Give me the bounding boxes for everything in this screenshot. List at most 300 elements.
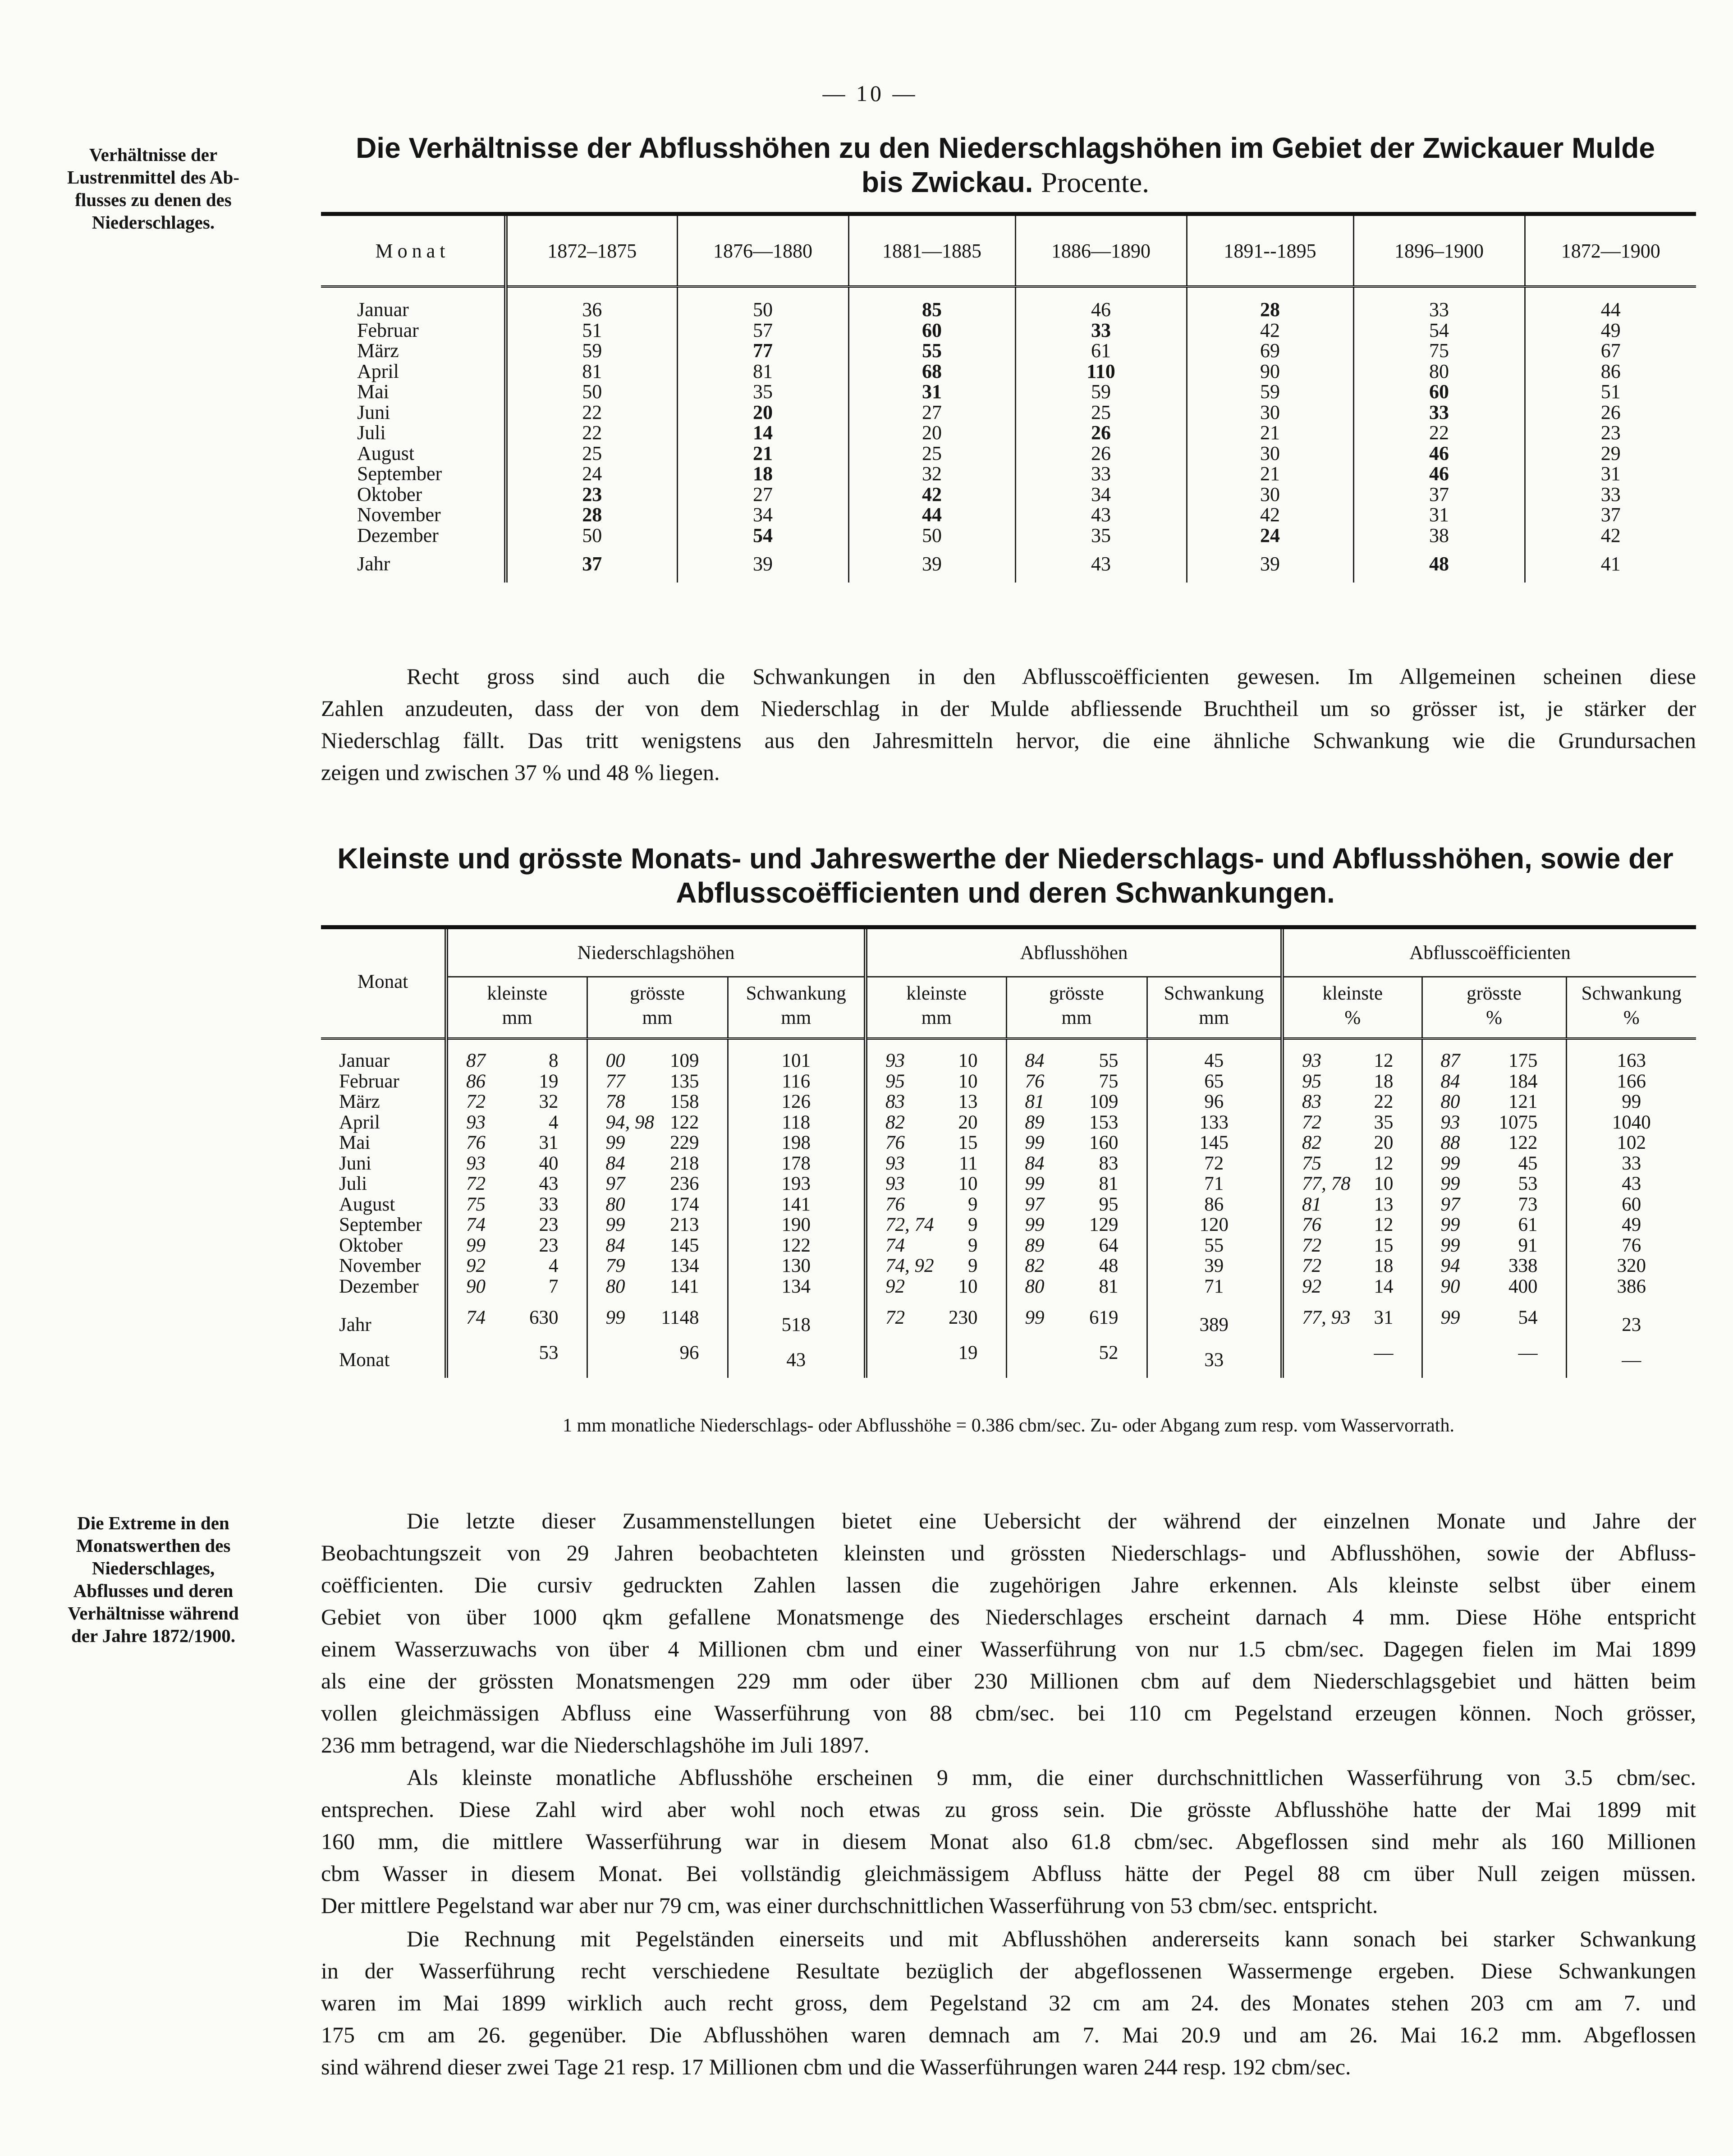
year-annotation: 99 [605, 1132, 625, 1153]
value-cell: 51 [506, 320, 677, 341]
month-header: Monat [321, 214, 506, 287]
table-row [321, 1174, 1696, 1194]
value-cell: 134 [728, 1276, 866, 1297]
value-cell [446, 1276, 587, 1297]
year-annotation: 77, 93 [1302, 1307, 1351, 1328]
year-annotation: 83 [885, 1091, 905, 1112]
value-cell: 67 [1600, 339, 1621, 362]
value-cell: 59 [1015, 381, 1187, 402]
year-annotation: 89 [1025, 1234, 1045, 1256]
month-cell: Juni [321, 1153, 446, 1174]
value: 175 [1508, 1050, 1538, 1071]
year-annotation: 99 [1025, 1307, 1045, 1328]
text-line: Niederschlag fällt. Das tritt wenigstens aus den Jahresmitteln hervor, die eine ähnliche Schwankung wie die Grundursachen [321, 728, 1696, 753]
year-annotation: 82 [1302, 1132, 1321, 1153]
value: 14 [1374, 1275, 1394, 1297]
value: 11 [959, 1152, 978, 1174]
value-cell [1006, 1153, 1147, 1174]
value-cell: 43 [728, 1343, 866, 1378]
value-cell: 51 [1600, 381, 1621, 403]
month-cell: März [321, 340, 506, 361]
value: 218 [670, 1152, 699, 1174]
table-row [321, 443, 1696, 464]
value: 619 [1089, 1307, 1119, 1328]
value: 12 [1374, 1050, 1394, 1071]
value: 73 [1518, 1193, 1538, 1215]
value: 13 [1374, 1193, 1394, 1215]
value: 129 [1089, 1214, 1119, 1235]
value-cell: 389 [1147, 1307, 1282, 1343]
value-cell: 65 [1147, 1071, 1282, 1092]
year-annotation: 77, 78 [1302, 1173, 1351, 1194]
value-cell [587, 1343, 728, 1378]
value-cell: 190 [728, 1215, 866, 1235]
value-cell: 60 [848, 320, 1015, 341]
value-cell [866, 1050, 1006, 1071]
value: 75 [1099, 1070, 1119, 1092]
table2-title-line2: Abflusscoëfficienten und deren Schwankungen. [676, 876, 1335, 909]
value: 10 [1374, 1173, 1394, 1194]
value: 33 [539, 1193, 559, 1215]
value-cell [1282, 1276, 1422, 1297]
value: 19 [539, 1070, 559, 1092]
value-cell [866, 1307, 1006, 1343]
value-cell [1006, 1256, 1147, 1276]
col-header: 1881—1885 [848, 214, 1015, 287]
value: 630 [529, 1307, 559, 1328]
value-cell [1422, 1235, 1566, 1256]
value-cell [1006, 1112, 1147, 1133]
margin-note-line: Verhältnisse während [68, 1603, 239, 1624]
subcol-header [866, 977, 1006, 1034]
year-annotation: 93 [1440, 1111, 1460, 1133]
subcol-label: grösste [1049, 982, 1104, 1004]
group-header-niederschlag: Niederschlagshöhen [446, 927, 866, 977]
value-cell [866, 1215, 1006, 1235]
value: 9 [968, 1193, 978, 1215]
year-annotation: 81 [1302, 1193, 1321, 1215]
table-row [321, 1307, 1696, 1343]
month-cell: März [321, 1092, 446, 1112]
paragraph-1 [321, 661, 1696, 789]
year-annotation: 87 [1440, 1050, 1460, 1071]
value-cell [1006, 1050, 1147, 1071]
value-cell: 49 [1622, 1214, 1641, 1235]
year-annotation: 76 [885, 1193, 905, 1215]
table-row [321, 525, 1696, 546]
value-cell [1282, 1153, 1422, 1174]
year-annotation: 90 [466, 1275, 486, 1297]
text-line: einem Wasserzuwachs von über 4 Millionen cbm und einer Wasserführung von nur 1.5 cbm/sec. Dagegen fielen im Mai 1899 [321, 1636, 1696, 1661]
text-line: 236 mm betragend, war die Niederschlagshöhe im Juli 1897. [321, 1732, 870, 1757]
value-cell: 101 [728, 1050, 866, 1071]
value-cell: 27 [677, 484, 848, 505]
year-annotation: 84 [1025, 1152, 1045, 1174]
text-line: Die Rechnung mit Pegelständen einerseits und mit Abflusshöhen andererseits kann sonach bei starker Schwankung [407, 1926, 1696, 1951]
value: 53 [1518, 1173, 1538, 1194]
value-cell: 28 [506, 505, 677, 525]
table1-title-line1: Die Verhältnisse der Abflusshöhen zu den Niederschlagshöhen im Gebiet der Zwickauer Mulde [356, 132, 1655, 164]
value: 45 [1518, 1152, 1538, 1174]
value-cell: 33 [1147, 1343, 1282, 1378]
value-cell: 35 [1015, 525, 1187, 546]
year-annotation: 99 [1025, 1132, 1045, 1153]
value-cell [1422, 1256, 1566, 1276]
value: 54 [1518, 1307, 1538, 1328]
value-cell: 20 [677, 402, 848, 423]
value-cell: 44 [848, 505, 1015, 525]
table-row [321, 1194, 1696, 1215]
value: 109 [1089, 1091, 1119, 1112]
value-cell: 22 [1353, 422, 1525, 443]
value-cell: 37 [1600, 504, 1621, 526]
margin-note-line: Niederschlages, [92, 1558, 215, 1578]
paragraph-3 [321, 1761, 1696, 1922]
value-cell [1282, 1112, 1422, 1133]
subcol-header [1147, 977, 1282, 1034]
value: 40 [539, 1152, 559, 1174]
value-cell [866, 1194, 1006, 1215]
value: 81 [1099, 1173, 1119, 1194]
value-cell: — [1622, 1349, 1641, 1371]
month-cell: Juli [321, 1174, 446, 1194]
value-cell: 45 [1147, 1050, 1282, 1071]
value-cell [587, 1307, 728, 1343]
value-cell [446, 1256, 587, 1276]
value-cell: 166 [1617, 1070, 1646, 1092]
value-cell: 34 [1015, 484, 1187, 505]
month-cell: Januar [321, 299, 506, 320]
subcol-label: Schwankung [746, 982, 846, 1004]
value-cell [866, 1256, 1006, 1276]
subcol-header [728, 977, 866, 1034]
value-cell: 71 [1147, 1276, 1282, 1297]
year-annotation: 97 [1025, 1193, 1045, 1215]
subcol-header [1006, 977, 1147, 1034]
year-annotation: 72 [466, 1091, 486, 1112]
value: 52 [1099, 1342, 1119, 1363]
value-cell: 116 [728, 1071, 866, 1092]
value-cell [587, 1235, 728, 1256]
year-annotation: 72 [466, 1173, 486, 1194]
value-cell: 75 [1353, 340, 1525, 361]
value: 20 [958, 1111, 978, 1133]
year-annotation: 84 [1440, 1070, 1460, 1092]
year-annotation: 94 [1440, 1255, 1460, 1276]
value-cell: 24 [1187, 525, 1353, 546]
value: 81 [1099, 1275, 1119, 1297]
value-cell [1006, 1071, 1147, 1092]
subcol-header [1282, 977, 1422, 1034]
value: 19 [958, 1342, 978, 1363]
value: 109 [670, 1050, 699, 1071]
value-cell [1282, 1174, 1422, 1194]
ratio-table-header [321, 214, 1696, 287]
value-cell: 33 [1353, 402, 1525, 423]
value-cell [1422, 1092, 1566, 1112]
value-cell: 39 [1147, 1256, 1282, 1276]
year-annotation: 95 [1302, 1070, 1321, 1092]
value-cell [587, 1194, 728, 1215]
value-cell: 178 [728, 1153, 866, 1174]
value-cell: 22 [506, 422, 677, 443]
value-cell [866, 1071, 1006, 1092]
month-cell: November [321, 1256, 446, 1276]
subcol-unit: mm [1199, 1007, 1229, 1028]
table-row [321, 381, 1696, 402]
value: 12 [1374, 1152, 1394, 1174]
value-cell: 85 [848, 299, 1015, 320]
value: — [1374, 1342, 1394, 1363]
year-annotation: 99 [1440, 1234, 1460, 1256]
value: 160 [1089, 1132, 1119, 1153]
subcol-unit: mm [1061, 1007, 1092, 1028]
value: 10 [958, 1070, 978, 1092]
month-cell: Februar [321, 320, 506, 341]
value-cell: 50 [848, 525, 1015, 546]
month-cell: Juni [321, 402, 506, 423]
table-row [321, 402, 1696, 423]
value-cell: 61 [1015, 340, 1187, 361]
value-cell: 42 [1187, 505, 1353, 525]
value-cell [587, 1153, 728, 1174]
year-annotation: 78 [605, 1091, 625, 1112]
value-cell: 54 [1353, 320, 1525, 341]
year-annotation: 76 [466, 1132, 486, 1153]
table1-title [316, 131, 1695, 200]
value-cell: 26 [1015, 443, 1187, 464]
value-cell: 33 [1622, 1152, 1641, 1174]
value-cell: 90 [1187, 361, 1353, 382]
margin-note-lustren [41, 143, 266, 234]
value-cell: 48 [1353, 546, 1525, 583]
value-cell [1282, 1235, 1422, 1256]
year-annotation: 72, 74 [885, 1214, 934, 1235]
value-cell: 39 [677, 546, 848, 583]
extremes-header-groups [321, 927, 1696, 977]
value-cell: 23 [1622, 1314, 1641, 1336]
year-annotation: 94, 98 [605, 1111, 654, 1133]
value-cell: 27 [848, 402, 1015, 423]
text-line: Die letzte dieser Zusammenstellungen bietet eine Uebersicht der während der einzelnen Monate und Jahre der [407, 1508, 1696, 1533]
value: 400 [1508, 1275, 1538, 1297]
value-cell: 41 [1600, 553, 1621, 575]
value-cell: 35 [677, 381, 848, 402]
value-cell: 59 [506, 340, 677, 361]
text-line: vollen gleichmässigen Abfluss eine Wasserführung von 88 cbm/sec. bei 110 cm Pegelstand erzeugen können. Noch grösser, [321, 1700, 1696, 1725]
value-cell [1006, 1133, 1147, 1153]
value: 213 [670, 1214, 699, 1235]
value-cell [1282, 1194, 1422, 1215]
text-line: Beobachtungszeit von 29 Jahren beobachteten kleinsten und grössten Niederschlags- und Abflusshöhen, sowie der Abfluss- [321, 1540, 1696, 1565]
value: 10 [958, 1173, 978, 1194]
text-line: Gebiet von über 1000 qkm gefallene Monatsmenge des Niederschlages erscheint darnach 4 mm. Diese Höhe entspricht [321, 1604, 1696, 1629]
value: 83 [1099, 1152, 1119, 1174]
value-cell [866, 1235, 1006, 1256]
value-cell: 60 [1353, 381, 1525, 402]
value-cell: 59 [1187, 381, 1353, 402]
value-cell: 145 [1147, 1133, 1282, 1153]
year-annotation: 74, 92 [885, 1255, 934, 1276]
value: 64 [1099, 1234, 1119, 1256]
value-cell: 43 [1015, 546, 1187, 583]
col-header: 1896–1900 [1353, 214, 1525, 287]
value-cell [1006, 1215, 1147, 1235]
value: 10 [958, 1275, 978, 1297]
paragraph-2 [321, 1505, 1696, 1761]
month-cell: September [321, 463, 506, 484]
value: 122 [670, 1111, 699, 1133]
year-annotation: 93 [885, 1152, 905, 1174]
year-annotation: 77 [605, 1070, 625, 1092]
value-cell: 163 [1617, 1050, 1646, 1071]
value-cell [446, 1153, 587, 1174]
value-cell [1282, 1092, 1422, 1112]
value-cell [587, 1215, 728, 1235]
value-cell: 30 [1187, 484, 1353, 505]
value-cell: 42 [1187, 320, 1353, 341]
year-annotation: 93 [1302, 1050, 1321, 1071]
value-cell: 141 [728, 1194, 866, 1215]
year-annotation: 92 [1302, 1275, 1321, 1297]
text-line: Als kleinste monatliche Abflusshöhe erscheinen 9 mm, die einer durchschnittlichen Wasserführung von 3.5 cbm/sec. [407, 1765, 1696, 1790]
value-cell [1282, 1215, 1422, 1235]
value-cell: 25 [1015, 402, 1187, 423]
value: 23 [539, 1234, 559, 1256]
value-cell: 37 [1353, 484, 1525, 505]
value: 32 [539, 1091, 559, 1112]
value-cell [587, 1112, 728, 1133]
value-cell: 32 [848, 463, 1015, 484]
month-cell: November [321, 505, 506, 525]
value-cell: 18 [677, 463, 848, 484]
value-cell [1282, 1343, 1422, 1378]
value: 53 [539, 1342, 559, 1363]
value-cell: 57 [677, 320, 848, 341]
year-annotation: 97 [605, 1173, 625, 1194]
year-annotation: 93 [466, 1152, 486, 1174]
value-cell: 130 [728, 1256, 866, 1276]
value-cell [587, 1092, 728, 1112]
value: 229 [670, 1132, 699, 1153]
value-cell: 38 [1353, 525, 1525, 546]
value-cell: 55 [1147, 1235, 1282, 1256]
value-cell [1282, 1256, 1422, 1276]
year-annotation: 95 [885, 1070, 905, 1092]
table2-footnote: 1 mm monatliche Niederschlags- oder Abflusshöhe = 0.386 cbm/sec. Zu- oder Abgang zum resp. vom Wasservorrath. [563, 1415, 1454, 1436]
year-annotation: 75 [466, 1193, 486, 1215]
value-cell: 43 [1622, 1173, 1641, 1194]
value: 15 [958, 1132, 978, 1153]
margin-note-line: der Jahre 1872/1900. [71, 1625, 236, 1646]
value-cell [446, 1215, 587, 1235]
table-row [321, 1343, 1696, 1378]
year-annotation: 99 [1440, 1307, 1460, 1328]
value: 134 [670, 1255, 699, 1276]
spacer [321, 1297, 1696, 1307]
table2-title [316, 841, 1695, 910]
value-cell [1422, 1343, 1566, 1378]
value-cell: 23 [506, 484, 677, 505]
year-annotation: 87 [466, 1050, 486, 1071]
subcol-label: grösste [1467, 982, 1522, 1004]
year-annotation: 84 [1025, 1050, 1045, 1071]
subcol-label: kleinste [906, 982, 967, 1004]
year-annotation: 99 [1440, 1214, 1460, 1235]
table-row [321, 1112, 1696, 1133]
value-cell [446, 1050, 587, 1071]
value-cell: 193 [728, 1174, 866, 1194]
month-cell: August [321, 1194, 446, 1215]
value-cell: 37 [506, 546, 677, 583]
text-line: Recht gross sind auch die Schwankungen in den Abflusscoëfficienten gewesen. Im Allgemeinen scheinen diese [407, 664, 1696, 689]
value-cell: 102 [1617, 1132, 1646, 1153]
table-row [321, 546, 1696, 583]
col-header: 1886—1890 [1015, 214, 1187, 287]
value-cell [1282, 1050, 1422, 1071]
spacer [321, 287, 1696, 300]
table1-title-unit: Procente. [1041, 166, 1150, 198]
text-line: Der mittlere Pegelstand war aber nur 79 cm, was einer durchschnittlichen Wasserführung von 53 cbm/sec. entspricht. [321, 1893, 1378, 1918]
year-annotation: 75 [1302, 1152, 1321, 1174]
value-cell: 55 [848, 340, 1015, 361]
col-header: 1876—1880 [677, 214, 848, 287]
subcol-unit: mm [921, 1007, 952, 1028]
value: 141 [670, 1275, 699, 1297]
table-row [321, 1215, 1696, 1235]
value: 9 [968, 1255, 978, 1276]
year-annotation: 76 [1302, 1214, 1321, 1235]
value-cell: 43 [1015, 505, 1187, 525]
year-annotation: 93 [466, 1111, 486, 1133]
value-cell: 69 [1187, 340, 1353, 361]
value-cell: 24 [506, 463, 677, 484]
value-cell: 36 [506, 299, 677, 320]
text-line: entsprechen. Diese Zahl wird aber wohl noch etwas zu gross sein. Die grösste Abflusshöhe hatte der Mai 1899 mit [321, 1797, 1696, 1822]
value-cell [587, 1071, 728, 1092]
value-cell: 320 [1617, 1255, 1646, 1276]
value: 48 [1099, 1255, 1119, 1276]
extremes-header-subcols [321, 977, 1696, 1034]
value-cell [1282, 1071, 1422, 1092]
margin-note-line: Verhältnisse der [89, 144, 218, 165]
value-cell: 60 [1622, 1193, 1641, 1215]
year-annotation: 80 [605, 1275, 625, 1297]
value-cell: 42 [1600, 524, 1621, 546]
value-cell [446, 1194, 587, 1215]
subcol-unit: mm [642, 1007, 673, 1028]
year-annotation: 92 [885, 1275, 905, 1297]
year-annotation: 76 [1025, 1070, 1045, 1092]
value-cell [866, 1276, 1006, 1297]
value: 121 [1508, 1091, 1538, 1112]
value-cell [1006, 1174, 1147, 1194]
value-cell [1282, 1307, 1422, 1343]
value-cell [1006, 1235, 1147, 1256]
margin-note-line: Die Extreme in den [77, 1513, 229, 1533]
value: 174 [670, 1193, 699, 1215]
value-cell: 26 [1015, 422, 1187, 443]
value-cell: 33 [1600, 483, 1621, 505]
year-annotation: 89 [1025, 1111, 1045, 1133]
value-cell [1422, 1307, 1566, 1343]
value-cell: 99 [1622, 1091, 1641, 1112]
header-separator [321, 1034, 1696, 1039]
value-cell: 50 [506, 525, 677, 546]
value: 12 [1374, 1214, 1394, 1235]
value-cell: 81 [506, 361, 677, 382]
value: 4 [549, 1255, 559, 1276]
